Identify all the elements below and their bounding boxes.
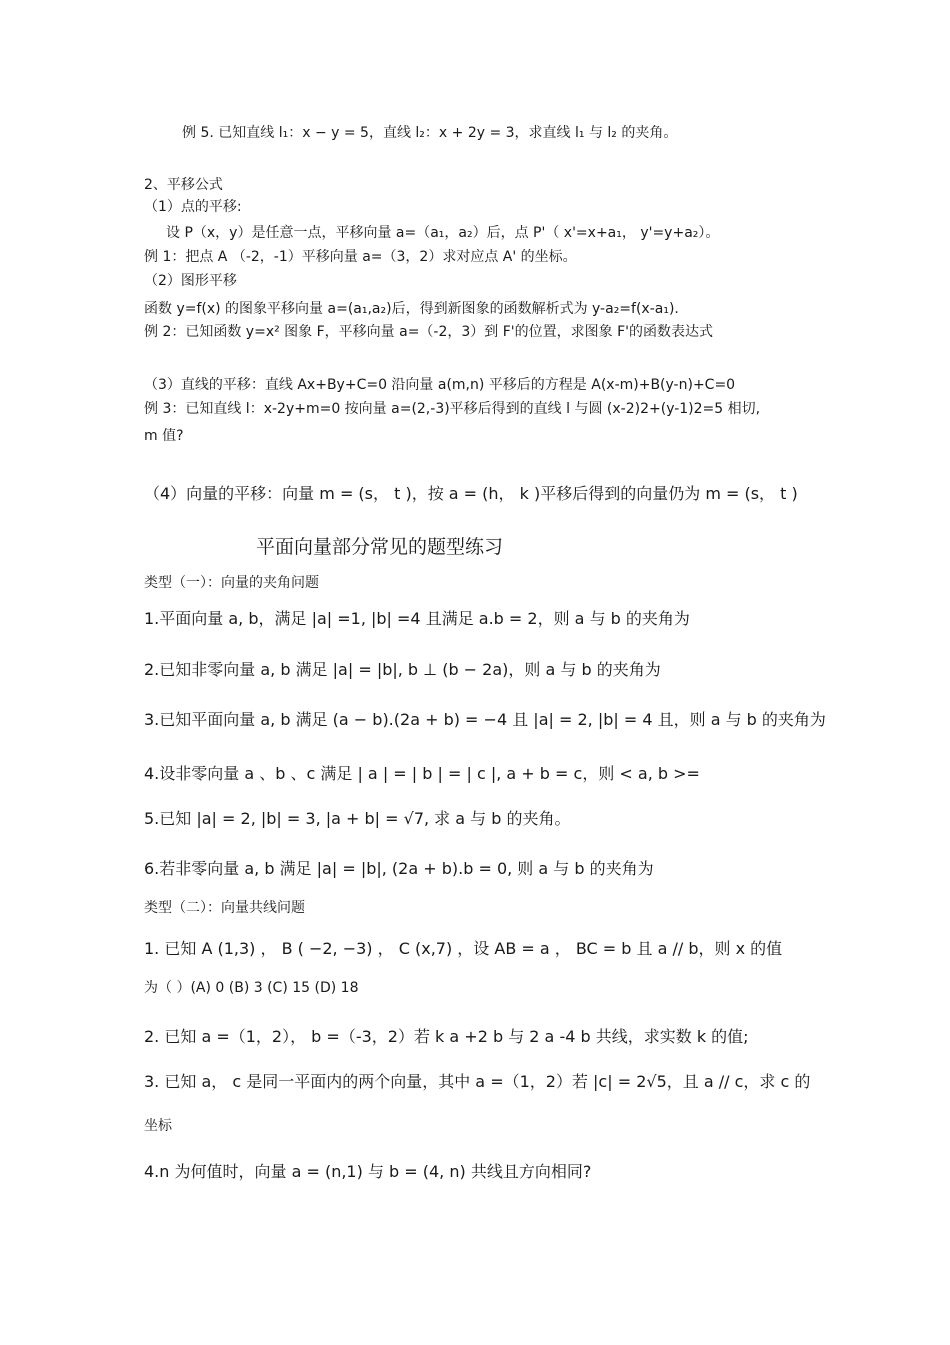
problem-1-4: 4.设非零向量 a 、b 、c 满足 | a | = | b | = | c |, a + b = c，则 < a, b >=	[144, 764, 700, 783]
example-1-line: 例 1：把点 A （-2，-1）平移向量 a=（3，2）求对应点 A' 的坐标。	[144, 249, 577, 265]
subheading-graph-translation: （2）图形平移	[144, 273, 237, 289]
problem-2-1: 1. 已知 A (1,3) ， B ( −2, −3) ， C (x,7) ，设 AB = a ， BC = b 且 a // b，则 x 的值	[144, 939, 783, 958]
subheading-point-translation: （1）点的平移:	[144, 199, 242, 215]
example-5-line: 例 5. 已知直线 l₁：x − y = 5，直线 l₂：x + 2y = 3，求直线 l₁ 与 l₂ 的夹角。	[182, 125, 678, 141]
line-translation-text: （3）直线的平移：直线 Ax+By+C=0 沿向量 a(m,n) 平移后的方程是 A(x-m)+B(y-n)+C=0	[144, 377, 736, 393]
problem-1-1: 1.平面向量 a, b，满足 |a| =1, |b| =4 且满足 a.b = 2，则 a 与 b 的夹角为	[144, 609, 690, 628]
problem-2-1-options: 为（ ）(A) 0 (B) 3 (C) 15 (D) 18	[144, 980, 359, 996]
problem-2-3-continued: 坐标	[144, 1118, 172, 1134]
problem-1-2: 2.已知非零向量 a, b 满足 |a| = |b|, b ⊥ (b − 2a)，则 a 与 b 的夹角为	[144, 660, 661, 679]
example-2-line: 例 2：已知函数 y=x² 图象 F，平移向量 a=（-2，3）到 F'的位置，求图象 F'的函数表达式	[144, 324, 714, 340]
graph-translation-formula: 函数 y=f(x) 的图象平移向量 a=(a₁,a₂)后，得到新图象的函数解析式为 y-a₂=f(x-a₁).	[144, 301, 679, 317]
problem-1-5: 5.已知 |a| = 2, |b| = 3, |a + b| = √7, 求 a 与 b 的夹角。	[144, 809, 571, 828]
point-translation-formula: 设 P（x，y）是任意一点，平移向量 a=（a₁，a₂）后，点 P'（ x'=x+a₁， y'=y+a₂）。	[166, 225, 720, 241]
problem-1-3: 3.已知平面向量 a, b 满足 (a − b).(2a + b) = −4 且 |a| = 2, |b| = 4 且，则 a 与 b 的夹角为	[144, 710, 826, 729]
problem-1-6: 6.若非零向量 a, b 满足 |a| = |b|, (2a + b).b = 0, 则 a 与 b 的夹角为	[144, 859, 654, 878]
problem-2-2: 2. 已知 a =（1，2）， b =（-3，2）若 k a +2 b 与 2 a -4 b 共线，求实数 k 的值;	[144, 1027, 749, 1046]
section-title: 平面向量部分常见的题型练习	[256, 536, 504, 558]
example-3-continued: m 值?	[144, 428, 184, 444]
type-1-heading: 类型（一）：向量的夹角问题	[144, 575, 319, 591]
section-heading-translation: 2、平移公式	[144, 177, 223, 193]
example-3-line: 例 3：已知直线 l：x-2y+m=0 按向量 a=(2,-3)平移后得到的直线 l 与圆 (x-2)2+(y-1)2=5 相切,	[144, 401, 761, 417]
type-2-heading: 类型（二）：向量共线问题	[144, 900, 305, 916]
problem-2-3: 3. 已知 a， c 是同一平面内的两个向量，其中 a =（1，2）若 |c| = 2√5，且 a // c，求 c 的	[144, 1072, 811, 1091]
vector-translation-text: （4）向量的平移：向量 m = (s， t )，按 a = (h， k )平移后得到的向量仍为 m = (s， t )	[144, 484, 798, 503]
problem-2-4: 4.n 为何值时，向量 a = (n,1) 与 b = (4, n) 共线且方向相同?	[144, 1162, 592, 1181]
